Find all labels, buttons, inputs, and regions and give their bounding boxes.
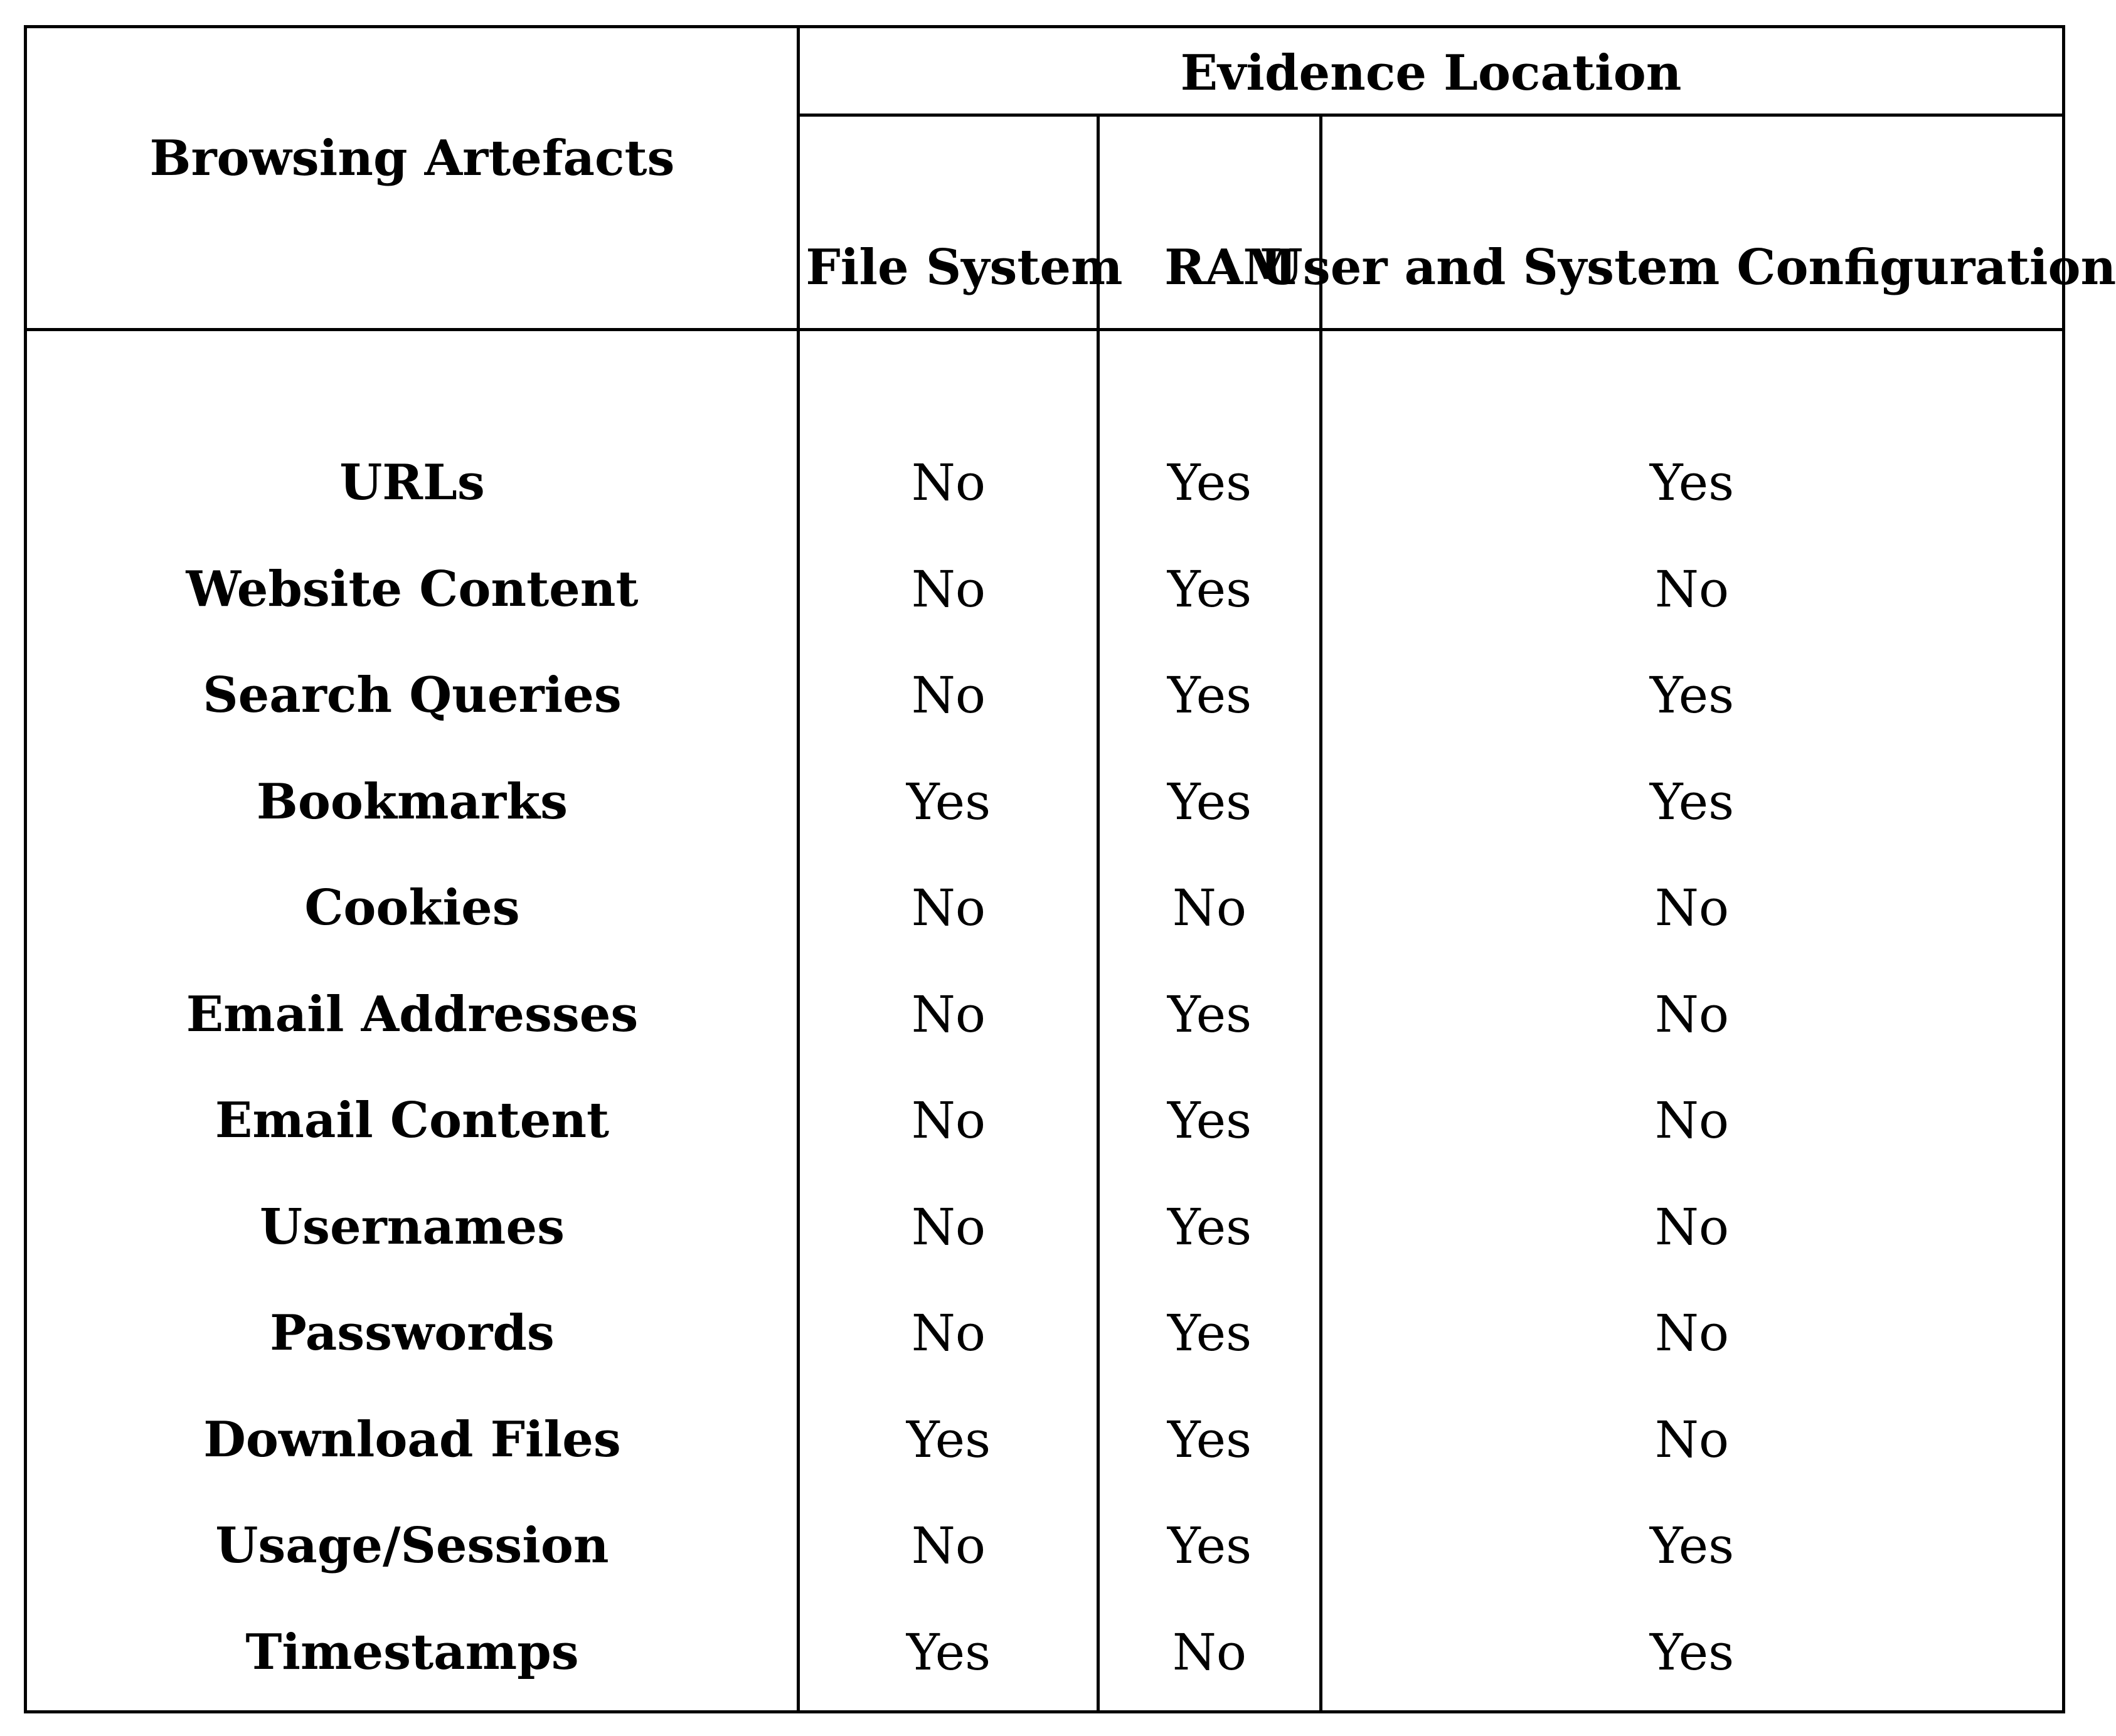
column-header-file-system: File System bbox=[805, 239, 1123, 296]
column-header-file-system-cell bbox=[800, 117, 1123, 328]
cell-ram: Yes bbox=[1167, 772, 1252, 831]
group-header-label: Evidence Location bbox=[1180, 45, 1682, 102]
cell-ram: Yes bbox=[1167, 453, 1252, 512]
cell-config: No bbox=[1654, 985, 1730, 1044]
cell-config: No bbox=[1654, 1091, 1730, 1150]
cell-ram: Yes bbox=[1167, 1410, 1252, 1469]
cell-file-system: No bbox=[911, 879, 986, 937]
cell-file-system: No bbox=[911, 1304, 986, 1362]
cell-ram: Yes bbox=[1167, 559, 1252, 618]
cell-config: Yes bbox=[1649, 453, 1735, 512]
cell-ram: No bbox=[1172, 879, 1247, 937]
cell-file-system: No bbox=[911, 1197, 986, 1256]
column-header-ram-cell bbox=[1100, 117, 1319, 328]
cell-file-system: Yes bbox=[906, 772, 991, 831]
cell-ram: Yes bbox=[1167, 1091, 1252, 1150]
row-label-artefact: URLs bbox=[339, 454, 485, 511]
row-label-artefact: Usernames bbox=[260, 1198, 565, 1256]
column-header-config: User and System Configuration bbox=[1260, 239, 2116, 296]
row-label-artefact: Cookies bbox=[304, 879, 520, 936]
column-header-config-cell bbox=[1260, 117, 2116, 328]
column-divider-3 bbox=[1319, 114, 1322, 1713]
cell-file-system: Yes bbox=[906, 1622, 991, 1681]
header-bottom-rule bbox=[24, 328, 2065, 331]
row-label-artefact: Download Files bbox=[203, 1410, 621, 1468]
row-label-artefact: Bookmarks bbox=[256, 773, 568, 830]
cell-file-system: No bbox=[911, 985, 986, 1044]
row-label-artefact: Search Queries bbox=[203, 667, 622, 724]
cell-ram: Yes bbox=[1167, 1304, 1252, 1362]
cell-config: No bbox=[1654, 879, 1730, 937]
cell-config: No bbox=[1654, 1197, 1730, 1256]
cell-ram: Yes bbox=[1167, 1516, 1252, 1575]
row-label-artefact: Passwords bbox=[270, 1305, 555, 1362]
cell-file-system: No bbox=[911, 453, 986, 512]
column-divider-2 bbox=[1097, 114, 1100, 1713]
row-label-artefact: Timestamps bbox=[245, 1623, 579, 1681]
cell-ram: Yes bbox=[1167, 1197, 1252, 1256]
cell-file-system: No bbox=[911, 559, 986, 618]
cell-config: Yes bbox=[1649, 1622, 1735, 1681]
cell-file-system: Yes bbox=[906, 1410, 991, 1469]
row-label-artefact: Email Content bbox=[215, 1092, 610, 1149]
table-border-left bbox=[24, 25, 27, 1713]
row-label-artefact: Usage/Session bbox=[215, 1517, 609, 1574]
row-header-label: Browsing Artefacts bbox=[149, 130, 675, 187]
cell-file-system: No bbox=[911, 666, 986, 724]
cell-config: No bbox=[1654, 559, 1730, 618]
row-label-artefact: Website Content bbox=[186, 560, 639, 618]
cell-config: Yes bbox=[1649, 1516, 1735, 1575]
cell-file-system: No bbox=[911, 1091, 986, 1150]
cell-ram: Yes bbox=[1167, 666, 1252, 724]
cell-ram: No bbox=[1172, 1622, 1247, 1681]
cell-config: No bbox=[1654, 1304, 1730, 1362]
cell-file-system: No bbox=[911, 1516, 986, 1575]
column-header-ram: RAM bbox=[1164, 239, 1297, 296]
cell-ram: Yes bbox=[1167, 985, 1252, 1044]
table-border-bottom bbox=[24, 1710, 2065, 1713]
table-border-top bbox=[24, 25, 2065, 28]
cell-config: Yes bbox=[1649, 666, 1735, 724]
row-label-artefact: Email Addresses bbox=[186, 985, 639, 1043]
cell-config: No bbox=[1654, 1410, 1730, 1469]
cell-config: Yes bbox=[1649, 772, 1735, 831]
